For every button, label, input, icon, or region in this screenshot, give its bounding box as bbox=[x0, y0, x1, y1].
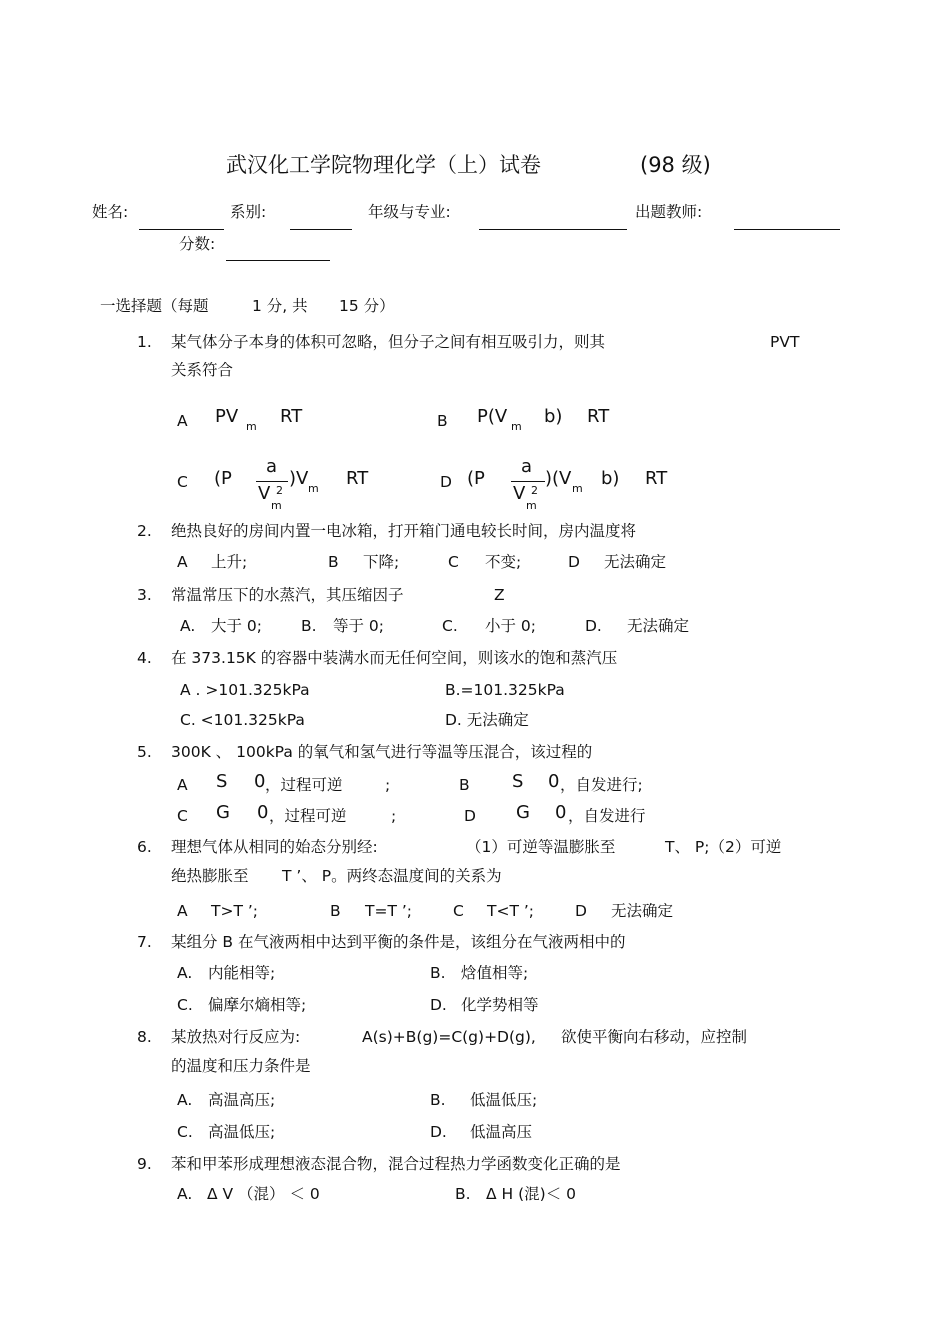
q6-c-text: T<T ’; bbox=[487, 902, 534, 920]
q6-number: 6. bbox=[137, 838, 152, 856]
q5-d-label: D bbox=[464, 807, 476, 825]
score-label: 分数: bbox=[179, 235, 216, 253]
q8-text-b: 欲使平衡向右移动，应控制 bbox=[561, 1028, 748, 1046]
q2-a-label: A bbox=[177, 553, 188, 571]
q7-number: 7. bbox=[137, 933, 152, 951]
q4-option-a: A . >101.325kPa bbox=[180, 681, 310, 699]
q1-d-vm-subscript: m bbox=[572, 482, 583, 495]
q1-c-rt: RT bbox=[346, 468, 369, 489]
q6-c-label: C bbox=[453, 902, 464, 920]
q8-a-label: A. bbox=[177, 1091, 193, 1109]
q5-a-text: ，过程可逆 bbox=[265, 776, 343, 794]
q1-c-numerator: a bbox=[266, 456, 278, 477]
q7-d-text: 化学势相等 bbox=[461, 996, 539, 1014]
q5-a-semicolon: ; bbox=[385, 776, 391, 794]
q8-number: 8. bbox=[137, 1028, 152, 1046]
q1-d-p: (P bbox=[467, 468, 485, 489]
dept-field-line[interactable] bbox=[290, 229, 352, 230]
q2-number: 2. bbox=[137, 522, 152, 540]
q8-b-text: 低温低压; bbox=[470, 1091, 538, 1109]
q1-c-vm-subscript: m bbox=[308, 482, 319, 495]
q6-text-line2: 绝热膨胀至 bbox=[171, 867, 249, 885]
q7-a-text: 内能相等; bbox=[208, 964, 276, 982]
page-title-grade: (98 级) bbox=[640, 153, 711, 177]
q3-number: 3. bbox=[137, 586, 152, 604]
q8-b-label: B. bbox=[430, 1091, 446, 1109]
q5-c-g: G bbox=[216, 802, 230, 823]
q6-text-line2-b: T ’、 P。两终态温度间的关系为 bbox=[282, 867, 502, 885]
q1-number: 1. bbox=[137, 333, 152, 351]
q1-d-denominator: V bbox=[513, 483, 526, 504]
q6-a-label: A bbox=[177, 902, 188, 920]
q7-c-text: 偏摩尔熵相等; bbox=[208, 996, 307, 1014]
q6-a-text: T>T ’; bbox=[211, 902, 258, 920]
q4-option-d: D. 无法确定 bbox=[445, 711, 529, 729]
q8-d-label: D. bbox=[430, 1123, 447, 1141]
q3-c-label: C. bbox=[442, 617, 458, 635]
q9-b-label: B. bbox=[455, 1185, 471, 1203]
dept-label: 系别: bbox=[230, 203, 267, 221]
q1-d-numerator: a bbox=[521, 456, 533, 477]
q5-c-label: C bbox=[177, 807, 188, 825]
q1-c-vm: )V bbox=[289, 468, 309, 489]
q1-option-d-label: D bbox=[440, 473, 452, 491]
q9-b-text: Δ H (混)＜ 0 bbox=[486, 1185, 576, 1203]
q1-b-rt: RT bbox=[587, 406, 610, 427]
q6-text-b: （1）可逆等温膨胀至 bbox=[466, 838, 616, 856]
q4-option-b: B.=101.325kPa bbox=[445, 681, 565, 699]
q5-d-zero: 0 bbox=[555, 802, 567, 823]
q1-d-exponent: 2 bbox=[531, 484, 538, 497]
q9-a-text: Δ V （混） ＜ 0 bbox=[207, 1185, 320, 1203]
q3-b-label: B. bbox=[301, 617, 317, 635]
q1-d-b: b) bbox=[601, 468, 620, 489]
q6-text-c: T、 P;（2）可逆 bbox=[665, 838, 782, 856]
teacher-field-line[interactable] bbox=[734, 229, 840, 230]
name-label: 姓名: bbox=[92, 203, 129, 221]
q3-c-text: 小于 0; bbox=[485, 617, 537, 635]
page-title: 武汉化工学院物理化学（上）试卷 bbox=[226, 153, 541, 177]
q1-a-rt: RT bbox=[280, 406, 303, 427]
q5-c-semicolon: ; bbox=[391, 807, 397, 825]
q3-z: Z bbox=[494, 586, 505, 604]
q2-text: 绝热良好的房间内置一电冰箱，打开箱门通电较长时间，房内温度将 bbox=[171, 522, 637, 540]
q7-b-label: B. bbox=[430, 964, 446, 982]
q1-text-line2: 关系符合 bbox=[171, 361, 234, 379]
q5-a-s: S bbox=[216, 771, 228, 792]
q6-b-label: B bbox=[330, 902, 341, 920]
q4-text: 在 373.15K 的容器中装满水而无任何空间，则该水的饱和蒸汽压 bbox=[171, 649, 618, 667]
q5-d-g: G bbox=[516, 802, 530, 823]
q5-a-zero: 0 bbox=[254, 771, 266, 792]
q3-a-label: A. bbox=[180, 617, 196, 635]
q7-a-label: A. bbox=[177, 964, 193, 982]
q1-option-b-label: B bbox=[437, 412, 448, 430]
q5-b-zero: 0 bbox=[548, 771, 560, 792]
q8-d-text: 低温高压 bbox=[470, 1123, 533, 1141]
q8-text: 某放热对行反应为: bbox=[171, 1028, 301, 1046]
q4-number: 4. bbox=[137, 649, 152, 667]
q1-d-denom-subscript: m bbox=[526, 499, 537, 512]
q7-b-text: 焓值相等; bbox=[461, 964, 529, 982]
q2-c-label: C bbox=[448, 553, 459, 571]
section-total: 15 分） bbox=[339, 297, 395, 315]
q5-number: 5. bbox=[137, 743, 152, 761]
q1-pvt: PVT bbox=[770, 333, 800, 351]
q7-text: 某组分 B 在气液两相中达到平衡的条件是，该组分在气液两相中的 bbox=[171, 933, 626, 951]
q3-text: 常温常压下的水蒸汽，其压缩因子 bbox=[171, 586, 404, 604]
q1-b-subscript: m bbox=[511, 420, 522, 433]
q6-d-text: 无法确定 bbox=[611, 902, 674, 920]
q1-text: 某气体分子本身的体积可忽略，但分子之间有相互吸引力，则其 bbox=[171, 333, 606, 351]
q8-a-text: 高温高压; bbox=[208, 1091, 276, 1109]
name-field-line[interactable] bbox=[139, 229, 224, 230]
q1-d-vm: )(V bbox=[545, 468, 572, 489]
q1-c-denominator: V bbox=[258, 483, 271, 504]
q2-b-label: B bbox=[328, 553, 339, 571]
q6-d-label: D bbox=[575, 902, 587, 920]
q3-b-text: 等于 0; bbox=[333, 617, 385, 635]
teacher-label: 出题教师: bbox=[635, 203, 703, 221]
q5-d-text: ，自发进行 bbox=[568, 807, 646, 825]
q2-b-text: 下降; bbox=[363, 553, 400, 571]
q1-c-denom-subscript: m bbox=[271, 499, 282, 512]
section-heading: 一选择题（每题 bbox=[100, 297, 209, 315]
q8-equation: A(s)+B(g)=C(g)+D(g), bbox=[362, 1028, 536, 1046]
q1-a-pv: PV bbox=[215, 406, 239, 427]
q1-a-subscript: m bbox=[246, 420, 257, 433]
score-field-line[interactable] bbox=[226, 260, 330, 261]
q3-d-label: D. bbox=[585, 617, 602, 635]
q1-c-fraction-bar bbox=[256, 481, 288, 482]
q5-c-text: ，过程可逆 bbox=[269, 807, 347, 825]
q5-b-s: S bbox=[512, 771, 524, 792]
q1-b-p: P(V bbox=[477, 406, 508, 427]
q1-c-exponent: 2 bbox=[276, 484, 283, 497]
q9-number: 9. bbox=[137, 1155, 152, 1173]
q2-d-text: 无法确定 bbox=[604, 553, 667, 571]
q8-text-line2: 的温度和压力条件是 bbox=[171, 1057, 311, 1075]
q6-text: 理想气体从相同的始态分别经: bbox=[171, 838, 378, 856]
q8-c-text: 高温低压; bbox=[208, 1123, 276, 1141]
q1-c-p: (P bbox=[214, 468, 232, 489]
q1-d-fraction-bar bbox=[511, 481, 545, 482]
q5-b-label: B bbox=[459, 776, 470, 794]
q6-b-text: T=T ’; bbox=[365, 902, 412, 920]
q2-a-text: 上升; bbox=[211, 553, 248, 571]
section-points: 1 分, 共 bbox=[252, 297, 308, 315]
q5-a-label: A bbox=[177, 776, 188, 794]
major-label: 年级与专业: bbox=[368, 203, 451, 221]
q2-c-text: 不变; bbox=[485, 553, 522, 571]
q5-text: 300K 、 100kPa 的氧气和氢气进行等温等压混合，该过程的 bbox=[171, 743, 593, 761]
q8-c-label: C. bbox=[177, 1123, 193, 1141]
q3-d-text: 无法确定 bbox=[627, 617, 690, 635]
q7-c-label: C. bbox=[177, 996, 193, 1014]
q9-text: 苯和甲苯形成理想液态混合物，混合过程热力学函数变化正确的是 bbox=[171, 1155, 621, 1173]
q1-d-rt: RT bbox=[645, 468, 668, 489]
q5-b-text: ，自发进行; bbox=[560, 776, 643, 794]
q3-a-text: 大于 0; bbox=[211, 617, 263, 635]
q4-option-c: C. <101.325kPa bbox=[180, 711, 305, 729]
q7-d-label: D. bbox=[430, 996, 447, 1014]
q5-c-zero: 0 bbox=[257, 802, 269, 823]
q9-a-label: A. bbox=[177, 1185, 193, 1203]
major-field-line[interactable] bbox=[479, 229, 627, 230]
q1-option-a-label: A bbox=[177, 412, 188, 430]
q1-b-b: b) bbox=[544, 406, 563, 427]
q1-option-c-label: C bbox=[177, 473, 188, 491]
q2-d-label: D bbox=[568, 553, 580, 571]
